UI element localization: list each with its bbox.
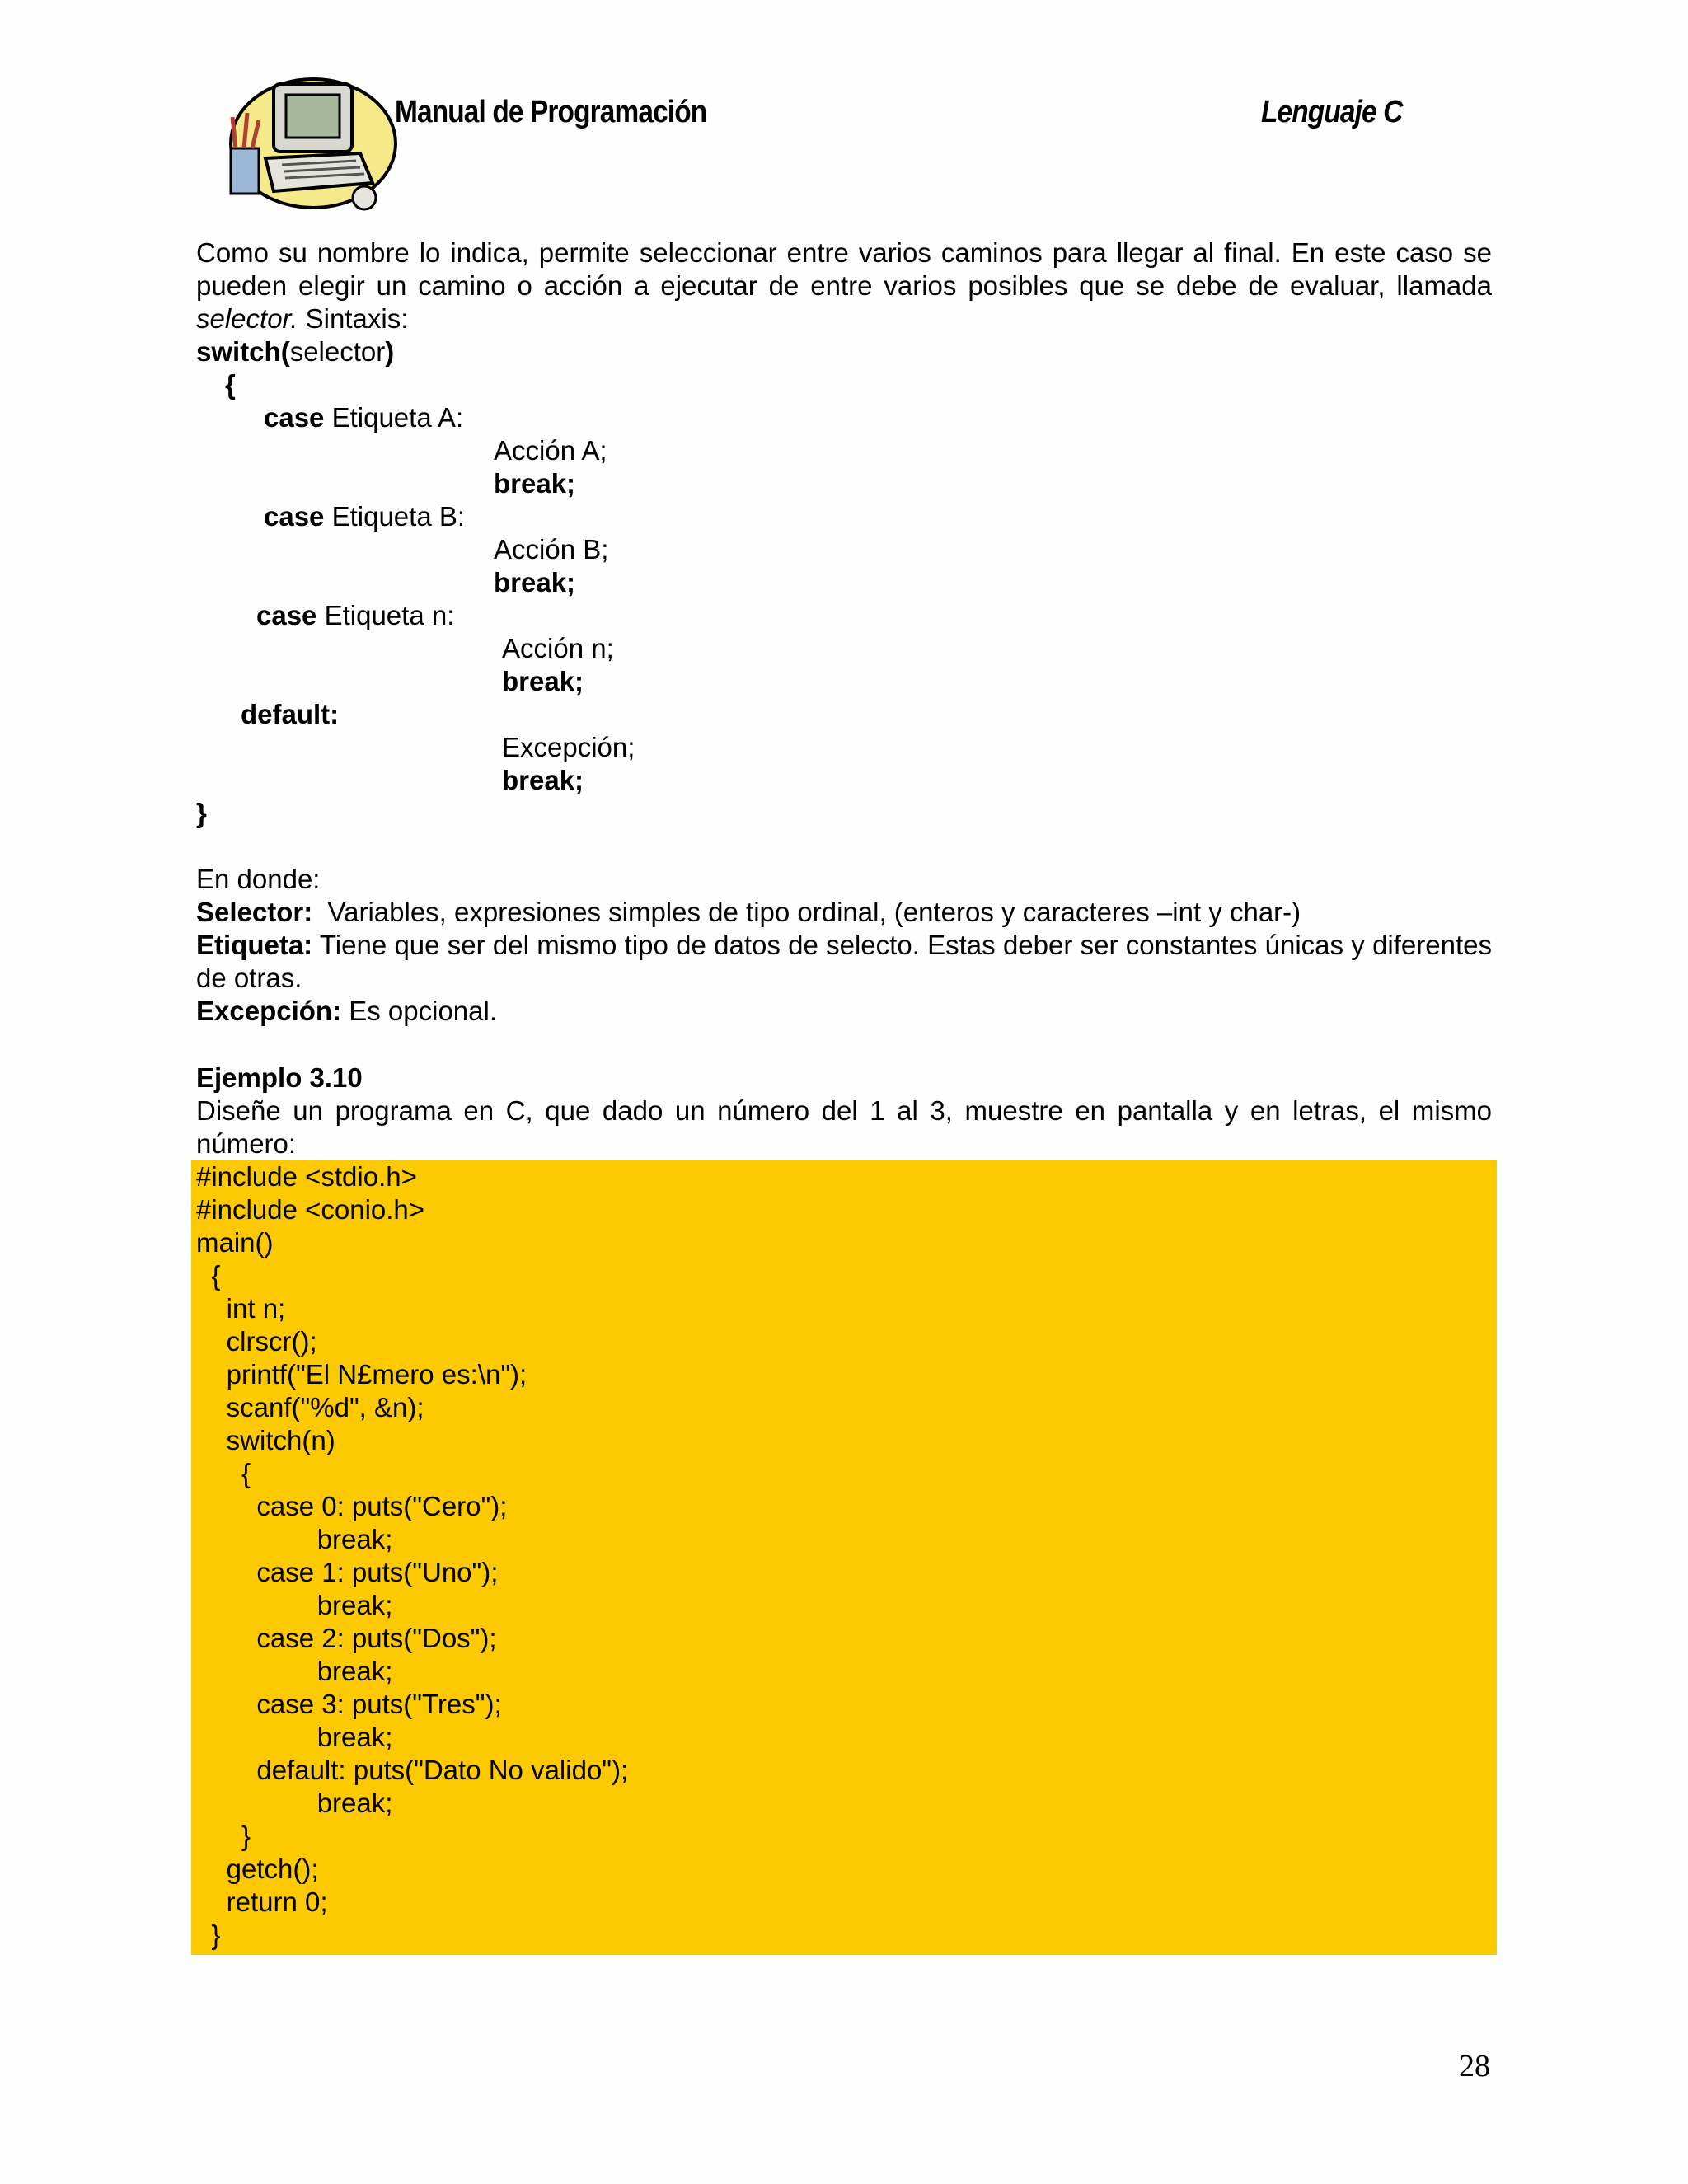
excepcion-definition (196, 995, 1492, 1028)
syntax-close-brace: } (196, 798, 207, 828)
syntax-break-b: break; (494, 567, 576, 598)
syntax-break-default: break; (502, 765, 584, 795)
syntax-default: default: (241, 699, 340, 729)
example-title: Ejemplo 3.10 (196, 1062, 363, 1093)
case-keyword: case (256, 600, 317, 630)
code-line: switch(n) (196, 1425, 335, 1455)
case-keyword: case (264, 402, 325, 433)
selector-definition (196, 896, 1492, 929)
switch-close-paren: ) (385, 336, 395, 367)
switch-keyword: switch( (196, 336, 290, 367)
case-label-b: Etiqueta B: (324, 501, 466, 532)
excepcion-term: Excepción: (196, 996, 342, 1026)
etiqueta-def-text: Tiene que ser del mismo tipo de datos de selecto. Estas deber ser constantes únicas y diferentes de otras. (196, 930, 1492, 993)
syntax-case-b (264, 500, 465, 533)
code-line: } (196, 1821, 251, 1851)
syntax-action-b: Acción B; (494, 534, 609, 565)
syntax-case-n (256, 599, 454, 632)
code-line: { (196, 1260, 221, 1291)
syntax-break-a: break; (494, 468, 576, 499)
code-line: scanf("%d", &n); (196, 1392, 424, 1422)
code-line: case 1: puts("Uno"); (196, 1557, 499, 1587)
intro-text-1: Como su nombre lo indica, permite seleccionar entre varios caminos para llegar al final. En este caso se pueden elegir un camino o acción a ejecutar de entre varios posibles que se debe de evaluar, llamada (196, 237, 1492, 301)
example-description: Diseñe un programa en C, que dado un número del 1 al 3, muestre en pantalla y en letras, el mismo número: (196, 1095, 1492, 1159)
computer-clipart-icon (216, 68, 397, 220)
code-line: #include <stdio.h> (196, 1161, 417, 1192)
code-line: break; (196, 1788, 393, 1818)
code-line: printf("El N£mero es:\n"); (196, 1359, 528, 1390)
code-line: int n; (196, 1293, 286, 1324)
excepcion-def-text: Es opcional. (341, 996, 498, 1026)
code-line: break; (196, 1656, 393, 1686)
code-line: case 2: puts("Dos"); (196, 1623, 497, 1653)
code-line: main() (196, 1227, 274, 1258)
intro-text-2: Sintaxis: (298, 303, 409, 334)
syntax-action-n: Acción n; (502, 633, 614, 663)
code-listing (196, 1160, 628, 1952)
header-title-left: Manual de Programación (395, 95, 707, 129)
etiqueta-term: Etiqueta: (196, 930, 313, 960)
code-line: return 0; (196, 1886, 328, 1917)
code-line: } (196, 1919, 221, 1950)
page-number: 28 (1459, 2049, 1490, 2083)
case-keyword: case (264, 501, 325, 532)
code-line: break; (196, 1722, 393, 1752)
code-line: break; (196, 1524, 393, 1554)
syntax-open-brace: { (225, 369, 236, 400)
syntax-break-n: break; (502, 666, 584, 696)
case-label-a: Etiqueta A: (324, 402, 464, 433)
en-donde-label: En donde: (196, 864, 321, 894)
selector-term: Selector: (196, 897, 313, 927)
code-line: case 0: puts("Cero"); (196, 1491, 508, 1521)
code-line: { (196, 1458, 251, 1488)
code-line: default: puts("Dato No valido"); (196, 1755, 629, 1785)
code-line: #include <conio.h> (196, 1194, 425, 1225)
syntax-action-a: Acción A; (494, 435, 607, 466)
case-label-n: Etiqueta n: (316, 600, 455, 630)
syntax-exception: Excepción; (502, 732, 635, 762)
header-title-right: Lenguaje C (1261, 95, 1403, 129)
code-line: getch(); (196, 1854, 319, 1884)
intro-paragraph (196, 237, 1492, 335)
selector-word: selector. (196, 303, 298, 334)
syntax-case-a (264, 401, 463, 434)
code-line: case 3: puts("Tres"); (196, 1689, 502, 1719)
code-line: clrscr(); (196, 1326, 317, 1357)
selector-def-text: Variables, expresiones simples de tipo ordinal, (enteros y caracteres –int y char-) (312, 897, 1301, 927)
etiqueta-definition (196, 929, 1492, 995)
syntax-switch-line (196, 335, 394, 368)
code-line: break; (196, 1590, 393, 1620)
switch-argument: selector (289, 336, 386, 367)
